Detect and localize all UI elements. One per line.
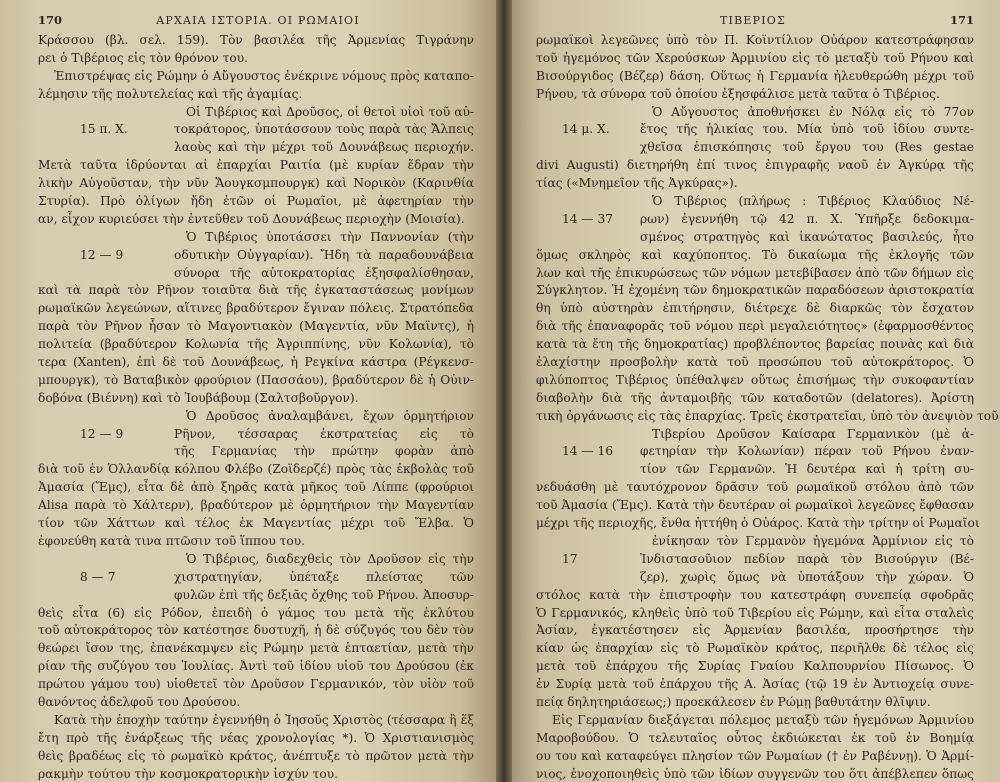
text-line: μπουργκ), τὸ Βαταβικὸν φρούριον (Πασσάου), βραδύτερον δὲ ἡ Οὐιν- bbox=[38, 372, 474, 387]
text-line: τοῦ αὐτοκράτορος τὸν κατέστησε δυστυχῆ, ἡ δὲ σύζυγός του δὲν τὸν bbox=[38, 623, 474, 638]
margin-date-line bbox=[536, 211, 974, 229]
text-line: Ὁ Γερμανικός, κληθεὶς ὑπὸ τοῦ Τιβερίου εἰς Ρώμην, καὶ εἶτα σταλεὶς bbox=[536, 605, 974, 620]
left-page bbox=[0, 0, 496, 782]
right-page-header bbox=[536, 12, 974, 28]
text-line: μέχρι τῆς περιοχῆς, ἔνθα ἡττήθη ὁ Οὐάρος. Κατὰ τὴν τρίτην οἱ Ρωμαῖοι bbox=[536, 516, 980, 531]
text-line: ρει ὁ Τιβέριος εἰς τὸν θρόνον του. bbox=[38, 50, 248, 65]
text-line: divi Augusti) διετηρήθη ἐπί τινος ἐπιγραφῆς ναοῦ ἐν Ἀγκύρᾳ τῆς bbox=[536, 158, 974, 173]
margin-date-line bbox=[38, 229, 474, 247]
right-page-body bbox=[536, 32, 999, 782]
text-line: τοῦ Ἀμασία (Ἔμς). Κατὰ τὴν δευτέραν οἱ ρωμαϊκοὶ λεγεῶνες ἔφθασαν bbox=[536, 498, 974, 513]
text-line: Ὁ Τιβέριος ὑποτάσσει τὴν Παννονίαν (τὴν bbox=[186, 229, 474, 244]
text-line: Στυρία). Πρὸ ὀλίγων ἤδη ἐτῶν οἱ Ρωμαῖοι, μὲ ἀφετηρίαν τὴν bbox=[38, 194, 474, 209]
text-line: πολιτεία (βραδύτερον Κολωνία τῆς Ἀγριππίνης, νῦν Κολωνία), τὸ bbox=[38, 337, 474, 352]
text-line: Ὁ Αὔγουστος ἀποθνήσκει ἐν Νόλᾳ εἰς τὸ 77ον bbox=[652, 104, 974, 119]
text-line: τῆς Γερμανίας τὴν πρώτην φορὰν ἀπὸ bbox=[174, 444, 474, 459]
left-page-header bbox=[38, 12, 474, 28]
margin-date bbox=[536, 139, 640, 157]
text-line: παρὰ τὸν Ρῆνον ἦσαν τὸ Μαγοντιακὸν (Μαγεντία, νῦν Μαϊντς), ἡ bbox=[38, 319, 474, 334]
text-line: Οἱ Τιβέριος καὶ Δροῦσος, οἱ θετοὶ υἱοὶ τοῦ αὐ- bbox=[186, 104, 474, 119]
margin-date bbox=[38, 229, 174, 247]
book-gutter bbox=[496, 0, 512, 782]
right-page bbox=[512, 0, 1000, 782]
text-line: σμένος στρατηγὸς καὶ ἱκανώτατος βασιλεύς, ἦτο bbox=[640, 229, 974, 244]
text-line: ρωμαϊκῶν λεγεώνων, αἵτινες βραδύτερον ἔγιναν πόλεις. Στρατόπεδα bbox=[38, 301, 474, 316]
text-line: θανόντος ἀδελφοῦ του Δρούσου. bbox=[38, 694, 241, 709]
margin-date: 14 — 37 bbox=[562, 211, 613, 226]
margin-date-line bbox=[536, 551, 974, 569]
margin-date bbox=[38, 551, 174, 569]
text-line: διαβολὴν διὰ τῆς ἀνταμοιβῆς τῶν καταδοτῶν (delatores). Ἀρίστη bbox=[536, 390, 974, 405]
text-line: καὶ τὰ παρὰ τὸν Ρῆνον τοιαῦτα διὰ τῆς ἐγκαταστάσεως μονίμων bbox=[38, 283, 474, 298]
margin-date-line bbox=[38, 265, 474, 283]
text-line: φυλῶν ἐπὶ τῆς δεξιᾶς ὄχθης τοῦ Ρήνου. Ἀποσυρ- bbox=[174, 587, 474, 602]
margin-date bbox=[38, 139, 174, 157]
text-line: κατὰ τὰ ἔτη τῆς δημοκρατίας) προβλέποντος βαρείας ποινὰς καὶ διὰ bbox=[536, 337, 974, 352]
margin-date-line bbox=[536, 533, 974, 551]
text-line: χιστρατηγίαν, ὑπέταξε πλείστας τῶν bbox=[174, 569, 474, 584]
page-number: 170 bbox=[38, 13, 63, 27]
text-line: Ρῆνον, τέσσαρας ἐκστρατείας εἰς τὸ bbox=[174, 426, 474, 441]
margin-date: 12 — 9 bbox=[80, 426, 124, 441]
margin-date-line bbox=[536, 569, 974, 587]
text-line: νιος, ἐνοχοποιηθεὶς ὑπὸ τῶν ἰδίων συγγενῶν του ὅτι ἀπέβλεπεν ὅπως bbox=[536, 766, 974, 781]
text-line: Εἰς Γερμανίαν διεξάγεται πόλεμος μεταξὺ τῶν ἡγεμόνων Ἀρμινίου bbox=[552, 712, 974, 727]
text-line: Ἐπιστρέψας εἰς Ρώμην ὁ Αὔγουστος ἐνέκρινε νόμους πρὸς καταπο- bbox=[54, 68, 474, 83]
margin-date bbox=[536, 461, 640, 479]
text-line: θεὶς βραδέως εἰς τὸ ρωμαϊκὸ κράτος, ἀνέπτυξε τὸ πρῶτον μετὰ τὴν bbox=[38, 748, 474, 763]
margin-date-line bbox=[536, 443, 974, 461]
text-line: Ρήνου, τὰ σύνορα τοῦ ὁποίου ἐξησφάλισε μετὰ ταῦτα ὁ Τιβέριος. bbox=[536, 86, 940, 101]
text-line: Μετὰ ταῦτα ἱδρύονται αἱ ἐπαρχίαι Ραιτία (μὲ κυρίαν ἕδραν τὴν bbox=[38, 158, 474, 173]
margin-date: 17 bbox=[562, 551, 578, 566]
left-page-body bbox=[38, 32, 474, 782]
text-line: ρων) ἐγεννήθη τῷ 42 π. Χ. Ὑπῆρξε δεδοκιμα- bbox=[640, 211, 974, 226]
margin-date-line bbox=[38, 587, 474, 605]
text-line: ρίαν τῆς συζύγου του Ἰουλίας. Ἀντὶ τοῦ ἰδίου υἱοῦ του Δρούσου (ἐκ bbox=[38, 659, 474, 674]
text-line: Ἰνδιστασοῦιον πεδίον παρὰ τὸν Βισούργιν (Βέ- bbox=[640, 551, 974, 566]
text-line: φιλύποπτος Τιβέριος ὑπέθαλψεν οὕτως ἐπισήμως τὴν συκοφαντίαν bbox=[536, 372, 974, 387]
margin-date-line bbox=[38, 569, 474, 587]
text-line: δοβόνα (Βιέννη) καὶ τὸ Ἰουβάβουμ (Σαλτσβοῦργον). bbox=[38, 390, 359, 405]
text-line: τίον τῶν Γερμανῶν. Ἡ δευτέρα καὶ ἡ τρίτη συ- bbox=[640, 462, 974, 477]
margin-date: 8 — 7 bbox=[80, 569, 116, 584]
text-line: λαοὺς καὶ τὴν μέχρι τοῦ Δουνάβεως περιοχήν. bbox=[174, 140, 474, 155]
text-line: Τιβερίου Δροῦσον Καίσαρα Γερμανικὸν (μὲ ἀ- bbox=[652, 426, 974, 441]
margin-date bbox=[536, 104, 640, 122]
margin-date-line bbox=[38, 139, 474, 157]
text-line: τίον τῶν Χάττων καὶ τέλος ἐκ Μαγεντίας μέχρι τοῦ Ἔλβα. Ὁ bbox=[38, 516, 474, 531]
margin-date-line bbox=[536, 229, 974, 247]
margin-date-line bbox=[38, 121, 474, 139]
margin-date-line bbox=[38, 426, 474, 444]
margin-date bbox=[38, 408, 174, 426]
text-line: κίαν ὡς ἐπαρχίαν εἰς τὸ Ρωμαϊκὸν κράτος, περιῆλθε δὲ τέλος εἰς bbox=[536, 641, 974, 656]
margin-date bbox=[536, 193, 640, 211]
text-line: Alisa παρὰ τὸ Χάλτερν), βραδύτερον μὲ ὁρμητήριον τὴν Μαγεντίαν bbox=[38, 498, 474, 513]
text-line: τοκράτορος, ὑποτάσσουν τοὺς παρὰ τὰς Ἄλπεις bbox=[174, 122, 474, 137]
text-line: σύνορα τῆς αὐτοκρατορίας ἐξησφαλίσθησαν, bbox=[174, 265, 474, 280]
text-line: Μαροβούδου. Ὁ τελευταῖος οὗτος ἐκδιώκεται ἐκ τοῦ ἐν Βοημίᾳ bbox=[536, 730, 974, 745]
margin-date-line bbox=[38, 408, 474, 426]
margin-date bbox=[38, 443, 174, 461]
text-line: ἐφονεύθη κατὰ τινα πτῶσιν τοῦ ἵππου του. bbox=[38, 533, 306, 548]
text-line: μετὰ τοῦ ἐπάρχου τῆς Συρίας Γναίου Καλπουρνίου Πίσωνος. Ὁ bbox=[536, 659, 974, 674]
text-line: Ὁ Δροῦσος ἀναλαμβάνει, ἔχων ὁρμητήριον bbox=[186, 408, 474, 423]
text-line: ρωμαϊκοὶ λεγεῶνες ὑπὸ τὸν Π. Κοϊντίλιον Οὐάρον κατεστράφησαν bbox=[536, 33, 974, 47]
text-line: ὅμως σκληρὸς καὶ καχύποπτος. Τὸ δικαίωμα τῆς ἐκλογῆς τῶν bbox=[536, 247, 974, 262]
text-line: Ἀμασία (Ἔμς), εἶτα δὲ ἀπὸ ξηρᾶς κατὰ μῆκος τοῦ Λίππε (φρούριοι bbox=[38, 480, 474, 495]
text-line: θη ὑπὸ αὐστηρὰν ἐπιτήρησιν, διέτρεχε δὲ διαρκῶς τὸν ἔσχατον bbox=[536, 301, 974, 316]
text-line: λικὴν Αὐγοῦσταν, τὴν νῦν Ἄουγκσμπουργκ) καὶ Νορικὸν (Καρινθία bbox=[38, 176, 474, 191]
text-line: Ὁ Τιβέριος (πλήρως : Τιβέριος Κλαύδιος Νέ- bbox=[652, 194, 974, 209]
margin-date bbox=[536, 229, 640, 247]
margin-date-line bbox=[38, 104, 474, 122]
text-line: Βισούργιδος (Βέζερ) δάση. Οὕτως ἡ Γερμανία ἠλευθερώθη μέχρι τοῦ bbox=[536, 68, 974, 83]
text-line: πρώτου γάμου του) υἱοθετεῖ τὸν Δροῦσον Γερμανικόν, τὸν υἱὸν τοῦ bbox=[38, 677, 474, 692]
text-line: πείᾳ δηλητηριάσεως;) προεκάλεσεν ἐν Ρώμῃ βαθυτάτην θλῖψιν. bbox=[536, 694, 931, 709]
margin-date: 14 μ. Χ. bbox=[562, 122, 610, 137]
margin-date: 14 — 16 bbox=[562, 444, 613, 459]
margin-date bbox=[536, 569, 640, 587]
text-line: τικὴ ὀργάνωσις εἰς τὰς ἐπαρχίας. Τρεῖς ἐκστρατεῖαι, ὑπὸ τὸν ἀνεψιὸν τοῦ bbox=[536, 408, 999, 423]
margin-date: 12 — 9 bbox=[80, 247, 124, 262]
text-line: θεώρει ἴσον της, ἐπανέκαμψεν εἰς Ρώμην μετὰ ἑπταετίαν, μετὰ τὴν bbox=[38, 641, 474, 656]
text-line: νεδυάσθη μὲ ταυτόχρονον δρᾶσιν τοῦ ρωμαϊκοῦ στόλου ἀπὸ τῶν bbox=[536, 480, 974, 495]
text-line: οδυτικὴν Οὐγγαρίαν). Ἤδη τὰ παραδουνάβεια bbox=[174, 247, 474, 262]
margin-date bbox=[38, 104, 174, 122]
text-line: λέμησιν τῆς πολυτελείας καὶ τῆς ἀγαμίας. bbox=[38, 86, 303, 101]
text-line: ἐλαχίστην προσβολὴν κατὰ τοῦ προσώπου τοῦ αὐτοκράτορος. Ὁ bbox=[536, 355, 974, 370]
margin-date-line bbox=[38, 247, 474, 265]
margin-date-line bbox=[536, 426, 974, 444]
text-line: Σύγκλητον. Ἡ ἐχομένη τῶν δημοκρατικῶν παραδόσεων ἀριστοκρατία bbox=[536, 283, 974, 298]
page-number: 171 bbox=[949, 13, 974, 27]
margin-date bbox=[536, 426, 640, 444]
text-line: στόλος κατὰ τὴν ἐπιστροφὴν του κατεστράφη συνεπείᾳ σφοδρᾶς bbox=[536, 587, 974, 602]
text-line: Ὁ Τιβέριος, διαδεχθεὶς τὸν Δροῦσον εἰς τὴν bbox=[186, 551, 474, 566]
margin-date: 15 π. Χ. bbox=[80, 122, 128, 137]
text-line: ἔτη πρὸ τῆς ἐνάρξεως τῆς νέας χρονολογίας *). Ὁ Χριστιανισμὸς bbox=[38, 730, 474, 745]
text-line: διὰ τοῦ ἐν Ὁλλανδίᾳ κόλπου Φλέβο (Ζοϊδερζέ) πρὸς τὰς ἐκβολὰς τοῦ bbox=[38, 462, 474, 477]
text-line: τίας («Μνημεῖον τῆς Ἀγκύρας»). bbox=[536, 176, 738, 191]
running-head: ΑΡΧΑΙΑ ΙΣΤΟΡΙΑ. ΟΙ ΡΩΜΑΙΟΙ bbox=[156, 14, 360, 27]
text-line: ἐν Συρίᾳ μετὰ τοῦ ἐπάρχου τῆς Α. Ἀσίας (τῷ 19 ἐν Ἀντιοχείᾳ συνε- bbox=[536, 677, 974, 692]
text-line: Κατὰ τὴν ἐποχὴν ταύτην ἐγεννήθη ὁ Ἰησοῦς Χριστὸς (τέσσαρα ἢ ἕξ bbox=[54, 712, 474, 727]
text-line: λων καὶ τῆς ἐπικυρώσεως τῶν νόμων μετεβίβασεν ἀπὸ τῶν δήμων εἰς bbox=[536, 265, 974, 280]
text-line: ου του καὶ καταφεύγει πλησίον τῶν Ρωμαίων († ἐν Ραβέννῃ). Ὁ Ἀρμί- bbox=[536, 748, 974, 763]
running-head: ΤΙΒΕΡΙΟΣ bbox=[720, 14, 786, 27]
text-line: διὰ τῆς ἐπαναφορᾶς τοῦ νόμου περὶ μεγαλειότητος» (ἐφαρμοσθέντος bbox=[536, 319, 974, 334]
margin-date bbox=[536, 533, 640, 551]
text-line: χθεῖσα ἐπισκόπησις τοῦ ἔργου του (Res gestae bbox=[640, 140, 974, 155]
text-line: Ἀσίαν, ἐγκατέστησεν εἰς Ἀρμενίαν βασιλέα, προσήρτησε τὴν bbox=[536, 623, 974, 638]
text-line: ἐνίκησαν τὸν Γερμανὸν ἡγεμόνα Ἀρμίνιον εἰς τὸ bbox=[652, 533, 974, 548]
text-line: θεὶς εἶτα (6) εἰς Ρόδον, ἐπειδὴ ὁ γάμος του μετὰ τῆς ἐκλύτου bbox=[38, 605, 474, 620]
margin-date-line bbox=[38, 443, 474, 461]
margin-date-line bbox=[536, 139, 974, 157]
text-line: ρακμὴν τούτου τὴν κοσμοκρατορικὴν ἰσχύν του. bbox=[38, 766, 339, 781]
text-line: τερα (Xanten), ἐπὶ δὲ τοῦ Δουνάβεως, ἡ Ρεγκίνα κάστρα (Ρέγκενσ- bbox=[38, 355, 474, 370]
margin-date-line bbox=[536, 461, 974, 479]
text-line: ζερ), χωρὶς ὅμως νὰ ὑποτάξουν τὴν χώραν. Ὁ bbox=[640, 569, 974, 584]
margin-date-line bbox=[536, 193, 974, 211]
margin-date-line bbox=[536, 104, 974, 122]
text-line: Κράσσου (βλ. σελ. 159). Τὸν βασιλέα τῆς Ἀρμενίας Τιγράνην bbox=[38, 33, 474, 47]
text-line: αν, εἶχον κυριεύσει τὴν ἐντεῦθεν τοῦ Δουνάβεως περιοχὴν (Μοισία). bbox=[38, 211, 465, 226]
margin-date-line bbox=[536, 121, 974, 139]
margin-date-line bbox=[38, 551, 474, 569]
margin-date bbox=[38, 265, 174, 283]
text-line: φετηρίαν τὴν Κολωνίαν) πέραν τοῦ Ρήνου ἐναν- bbox=[640, 444, 974, 459]
margin-date bbox=[38, 587, 174, 605]
text-line: τοῦ ἡγεμόνος τῶν Χερούσκων Ἀρμινίου εἰς τὸ μεταξὺ τοῦ Ρήνου καὶ bbox=[536, 50, 974, 65]
text-line: ἔτος τῆς ἡλικίας του. Μία ὑπὸ τοῦ ἰδίου συντε- bbox=[640, 122, 974, 137]
